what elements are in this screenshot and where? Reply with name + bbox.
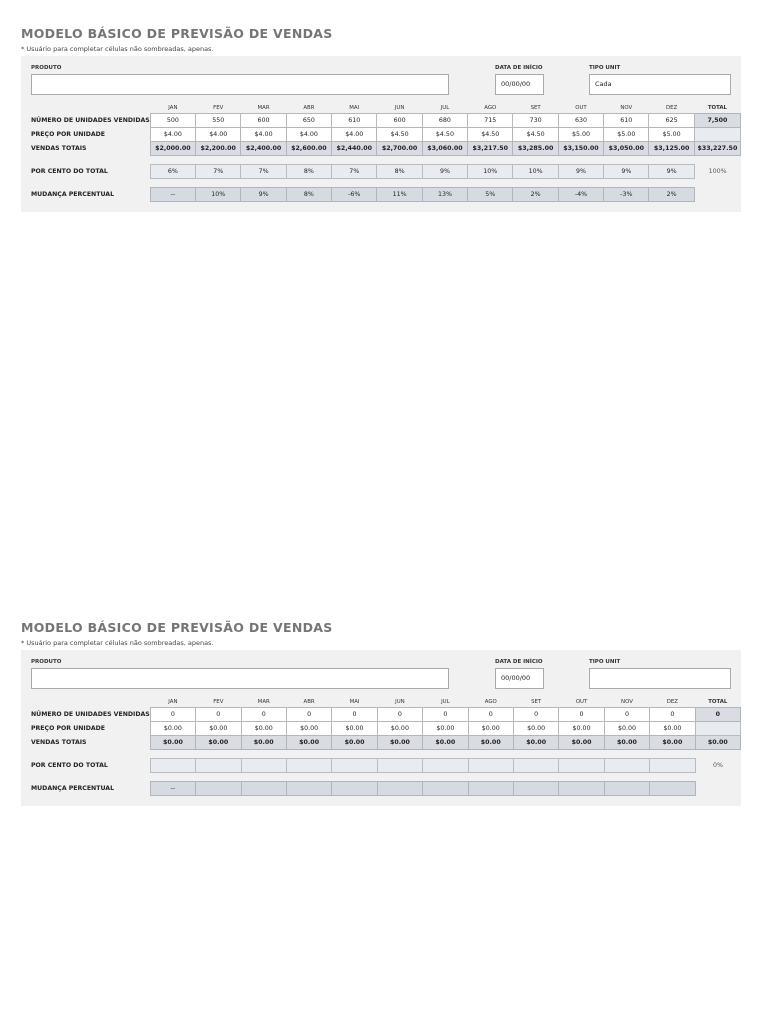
month-cell[interactable]: 0: [377, 708, 422, 722]
month-cell[interactable]: $5.00: [604, 128, 649, 142]
month-cell[interactable]: $0.00: [150, 722, 195, 736]
month-cell[interactable]: $4.50: [377, 128, 422, 142]
spacer-cell: [31, 773, 741, 782]
month-header: DEZ: [666, 105, 678, 111]
month-header: JAN: [168, 105, 178, 111]
forecast-panel: [21, 650, 741, 806]
month-cell: [196, 759, 241, 773]
month-cell: [559, 759, 604, 773]
total-cell: 0: [695, 708, 740, 722]
month-cell: 7%: [241, 165, 286, 179]
month-cell: [196, 782, 241, 796]
month-header: MAI: [349, 699, 360, 705]
month-cell[interactable]: $4.50: [422, 128, 467, 142]
total-cell: $33,227.50: [694, 142, 740, 156]
forecast-sheet-1: [21, 26, 741, 212]
month-header: FEV: [213, 105, 224, 111]
month-header: NOV: [621, 699, 633, 705]
month-cell: $0.00: [196, 736, 241, 750]
percent-of-total-row: [31, 759, 741, 773]
month-cell[interactable]: $0.00: [604, 722, 649, 736]
month-cell: [650, 782, 695, 796]
month-header: AGO: [484, 105, 497, 111]
month-cell: 9%: [241, 188, 286, 202]
month-cell: $3,285.00: [513, 142, 558, 156]
month-cell[interactable]: 650: [286, 114, 331, 128]
month-cell: 5%: [468, 188, 513, 202]
month-cell[interactable]: $0.00: [332, 722, 377, 736]
month-cell: $2,200.00: [196, 142, 241, 156]
spacer-row: [31, 773, 741, 782]
month-cell[interactable]: $4.50: [513, 128, 558, 142]
percent-change-row: [31, 188, 741, 202]
row-label: VENDAS TOTAIS: [31, 739, 87, 746]
produto-input[interactable]: [31, 668, 449, 689]
month-header: JUL: [440, 105, 450, 111]
spacer-row: [31, 750, 741, 759]
month-header-row: [31, 103, 741, 114]
produto-label: PRODUTO: [31, 659, 62, 665]
month-cell: $2,000.00: [150, 142, 195, 156]
month-cell: $0.00: [604, 736, 649, 750]
month-header: MAR: [257, 699, 270, 705]
month-cell: --: [150, 782, 195, 796]
month-header: AGO: [484, 699, 497, 705]
month-cell: $0.00: [559, 736, 604, 750]
month-cell[interactable]: 0: [513, 708, 558, 722]
month-cell[interactable]: 0: [241, 708, 286, 722]
month-header: JUN: [394, 105, 405, 111]
month-cell[interactable]: $5.00: [649, 128, 694, 142]
produto-input[interactable]: [31, 74, 449, 95]
month-cell: [604, 759, 649, 773]
month-cell[interactable]: 0: [196, 708, 241, 722]
month-cell[interactable]: $0.00: [650, 722, 695, 736]
month-cell[interactable]: 625: [649, 114, 694, 128]
month-cell: [377, 759, 422, 773]
data-inicio-label: DATA DE INÍCIO: [495, 65, 543, 71]
row-label: POR CENTO DO TOTAL: [31, 168, 108, 175]
month-cell[interactable]: $4.00: [286, 128, 331, 142]
month-cell: $0.00: [650, 736, 695, 750]
tipo-unit-input[interactable]: Cada: [589, 74, 731, 95]
month-cell: 8%: [286, 188, 331, 202]
month-cell: [332, 782, 377, 796]
month-header-row: [31, 697, 741, 708]
month-cell[interactable]: 0: [423, 708, 468, 722]
row-label: POR CENTO DO TOTAL: [31, 762, 108, 769]
month-cell: [468, 759, 513, 773]
month-header: OUT: [575, 699, 588, 705]
spacer-cell: [31, 156, 741, 165]
forecast-panel: [21, 56, 741, 212]
month-cell: [650, 759, 695, 773]
forecast-table: [31, 103, 741, 202]
month-cell[interactable]: 600: [377, 114, 422, 128]
sheet-title: MODELO BÁSICO DE PREVISÃO DE VENDAS: [21, 26, 333, 41]
month-cell: -3%: [604, 188, 649, 202]
percent-change-row: [31, 782, 741, 796]
total-header: TOTAL: [708, 699, 728, 705]
month-header: ABR: [303, 699, 315, 705]
month-cell: 8%: [377, 165, 422, 179]
sheet-note: * Usuário para completar células não sombreadas, apenas.: [21, 639, 214, 647]
month-cell[interactable]: $4.00: [150, 128, 195, 142]
month-cell: $3,217.50: [468, 142, 513, 156]
month-cell[interactable]: $5.00: [558, 128, 603, 142]
month-cell: $2,440.00: [332, 142, 377, 156]
month-cell: [604, 782, 649, 796]
month-cell[interactable]: $0.00: [286, 722, 331, 736]
month-cell[interactable]: $4.00: [241, 128, 286, 142]
month-cell: $0.00: [150, 736, 195, 750]
month-cell: 9%: [422, 165, 467, 179]
total-cell: $0.00: [695, 736, 740, 750]
month-cell: $0.00: [286, 736, 331, 750]
month-cell: 7%: [332, 165, 377, 179]
data-inicio-input[interactable]: 00/00/00: [495, 668, 544, 689]
month-cell: [241, 759, 286, 773]
row-label: MUDANÇA PERCENTUAL: [31, 191, 115, 198]
month-cell[interactable]: 0: [286, 708, 331, 722]
month-cell: 7%: [196, 165, 241, 179]
month-cell[interactable]: 0: [604, 708, 649, 722]
data-inicio-input[interactable]: 00/00/00: [495, 74, 544, 95]
month-header: JAN: [168, 699, 178, 705]
total-cell: 0%: [713, 762, 724, 769]
month-cell[interactable]: 0: [332, 708, 377, 722]
month-cell: $0.00: [513, 736, 558, 750]
month-cell: 2%: [649, 188, 694, 202]
month-cell: $3,050.00: [604, 142, 649, 156]
month-cell[interactable]: 680: [422, 114, 467, 128]
month-cell: [150, 759, 195, 773]
month-header: MAR: [257, 105, 270, 111]
month-header: SET: [530, 105, 541, 111]
month-cell[interactable]: 0: [468, 708, 513, 722]
total-cell: [694, 128, 740, 142]
month-cell[interactable]: 550: [196, 114, 241, 128]
row-label: VENDAS TOTAIS: [31, 145, 87, 152]
month-cell[interactable]: 630: [558, 114, 603, 128]
sheet-title: MODELO BÁSICO DE PREVISÃO DE VENDAS: [21, 620, 333, 635]
month-cell: 10%: [468, 165, 513, 179]
forecast-sheet-2: [21, 620, 741, 806]
empty-total-cell: [694, 188, 740, 202]
month-cell[interactable]: $0.00: [423, 722, 468, 736]
month-cell: 11%: [377, 188, 422, 202]
month-cell: 8%: [286, 165, 331, 179]
month-header: DEZ: [666, 699, 678, 705]
spacer-cell: [31, 179, 741, 188]
month-cell: $0.00: [423, 736, 468, 750]
month-header: ABR: [303, 105, 315, 111]
month-cell: -6%: [332, 188, 377, 202]
month-cell[interactable]: $0.00: [559, 722, 604, 736]
month-cell: [513, 759, 558, 773]
sales-total-row: [31, 736, 741, 750]
month-cell: [423, 759, 468, 773]
month-cell[interactable]: $0.00: [513, 722, 558, 736]
month-cell[interactable]: 730: [513, 114, 558, 128]
month-cell: $3,125.00: [649, 142, 694, 156]
total-cell: [695, 722, 740, 736]
total-cell: 7,500: [694, 114, 740, 128]
corner-cell: [31, 697, 150, 708]
sales-total-row: [31, 142, 741, 156]
month-cell: $3,060.00: [422, 142, 467, 156]
month-cell[interactable]: 500: [150, 114, 195, 128]
spacer-cell: [31, 750, 741, 759]
month-header: JUL: [441, 699, 450, 705]
month-cell: [377, 782, 422, 796]
month-header: JUN: [395, 699, 405, 705]
total-header: TOTAL: [707, 105, 727, 111]
spacer-row: [31, 179, 741, 188]
units-row: [31, 114, 741, 128]
month-cell: $2,600.00: [286, 142, 331, 156]
month-cell[interactable]: 0: [150, 708, 195, 722]
row-label: NÚMERO DE UNIDADES VENDIDAS: [31, 711, 150, 718]
month-cell: [332, 759, 377, 773]
month-cell: [559, 782, 604, 796]
month-cell: [513, 782, 558, 796]
month-header: FEV: [213, 699, 224, 705]
month-header: MAI: [349, 105, 360, 111]
spacer-row: [31, 156, 741, 165]
row-label: MUDANÇA PERCENTUAL: [31, 785, 115, 792]
empty-total-cell: [695, 782, 740, 796]
month-cell: $0.00: [332, 736, 377, 750]
month-cell: $2,700.00: [377, 142, 422, 156]
month-cell[interactable]: 600: [241, 114, 286, 128]
row-label: NÚMERO DE UNIDADES VENDIDAS: [31, 117, 150, 124]
percent-of-total-row: [31, 165, 741, 179]
tipo-unit-label: TIPO UNIT: [589, 65, 621, 71]
month-cell: [286, 782, 331, 796]
month-cell: 9%: [649, 165, 694, 179]
month-cell[interactable]: $0.00: [241, 722, 286, 736]
month-cell[interactable]: 610: [332, 114, 377, 128]
tipo-unit-label: TIPO UNIT: [589, 659, 621, 665]
month-cell: --: [150, 188, 195, 202]
units-row: [31, 708, 741, 722]
month-cell: $2,400.00: [241, 142, 286, 156]
month-cell: 10%: [513, 165, 558, 179]
month-cell: [286, 759, 331, 773]
month-cell: [468, 782, 513, 796]
month-cell: -4%: [558, 188, 603, 202]
month-cell[interactable]: $0.00: [468, 722, 513, 736]
month-cell: 6%: [150, 165, 195, 179]
month-cell[interactable]: $4.50: [468, 128, 513, 142]
tipo-unit-input[interactable]: [589, 668, 731, 689]
data-inicio-label: DATA DE INÍCIO: [495, 659, 543, 665]
month-cell: [423, 782, 468, 796]
month-cell: 2%: [513, 188, 558, 202]
month-cell[interactable]: 0: [650, 708, 695, 722]
month-cell: $0.00: [377, 736, 422, 750]
month-header: OUT: [575, 105, 587, 111]
month-cell[interactable]: $0.00: [377, 722, 422, 736]
row-label: PREÇO POR UNIDADE: [31, 725, 105, 732]
month-cell[interactable]: $4.00: [332, 128, 377, 142]
month-cell: $0.00: [468, 736, 513, 750]
total-cell: 100%: [708, 168, 727, 175]
month-cell[interactable]: 610: [604, 114, 649, 128]
row-label: PREÇO POR UNIDADE: [31, 131, 105, 138]
month-cell[interactable]: $0.00: [196, 722, 241, 736]
price-row: [31, 722, 741, 736]
forecast-table: [31, 697, 741, 796]
month-cell: 10%: [196, 188, 241, 202]
month-cell: [241, 782, 286, 796]
month-cell[interactable]: 715: [468, 114, 513, 128]
month-cell: 9%: [558, 165, 603, 179]
month-cell: $0.00: [241, 736, 286, 750]
produto-label: PRODUTO: [31, 65, 62, 71]
price-row: [31, 128, 741, 142]
month-cell[interactable]: 0: [559, 708, 604, 722]
sheet-note: * Usuário para completar células não sombreadas, apenas.: [21, 45, 214, 53]
month-cell[interactable]: $4.00: [196, 128, 241, 142]
month-cell: 13%: [422, 188, 467, 202]
month-cell: $3,150.00: [558, 142, 603, 156]
month-header: SET: [531, 699, 542, 705]
month-header: NOV: [620, 105, 633, 111]
month-cell: 9%: [604, 165, 649, 179]
corner-cell: [31, 103, 150, 114]
